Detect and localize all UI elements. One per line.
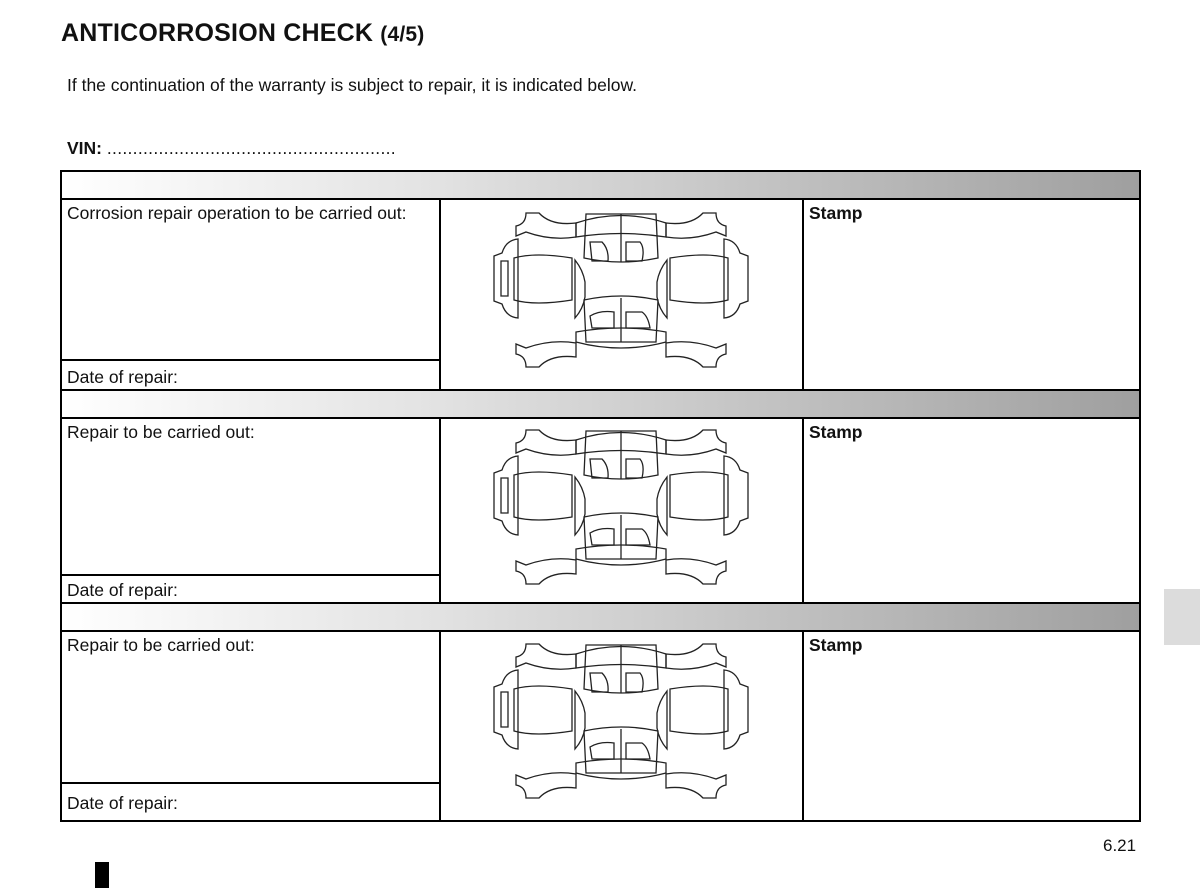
page-title-text: ANTICORROSION CHECK xyxy=(61,19,374,47)
date-row-divider xyxy=(62,782,440,784)
date-of-repair-label: Date of repair: xyxy=(67,580,178,600)
intro-text: If the continuation of the warranty is subject to repair, it is indicated below. xyxy=(67,75,638,95)
section-header-band-2 xyxy=(62,389,1139,419)
chapter-tab-marker xyxy=(1164,589,1200,645)
section-header-band-3 xyxy=(62,602,1139,632)
stamp-label: Stamp xyxy=(809,203,863,223)
page-number: 6.21 xyxy=(1103,836,1137,855)
stamp-label: Stamp xyxy=(809,422,863,442)
repair-form-table xyxy=(60,170,1141,822)
car-body-diagram-icon xyxy=(490,429,752,592)
date-row-divider xyxy=(62,574,440,576)
column-divider xyxy=(802,198,804,391)
page-title xyxy=(61,19,424,48)
repair-operation-label: Repair to be carried out: xyxy=(67,422,255,442)
column-divider xyxy=(802,630,804,820)
date-row-divider xyxy=(62,359,440,361)
car-body-diagram-icon xyxy=(490,643,752,806)
repair-operation-label: Repair to be carried out: xyxy=(67,635,255,655)
column-divider xyxy=(439,630,441,820)
column-divider xyxy=(439,198,441,391)
vin-label: VIN: xyxy=(67,138,102,158)
column-divider xyxy=(802,417,804,604)
section-header-band-1 xyxy=(62,172,1139,200)
car-body-diagram-icon xyxy=(490,212,752,375)
print-registration-mark xyxy=(95,862,109,888)
stamp-label: Stamp xyxy=(809,635,863,655)
vin-field xyxy=(67,138,396,159)
page-title-suffix: (4/5) xyxy=(380,23,425,46)
date-of-repair-label: Date of repair: xyxy=(67,793,178,813)
date-of-repair-label: Date of repair: xyxy=(67,367,178,387)
vin-placeholder: ........................................................ xyxy=(106,138,396,158)
repair-operation-label: Corrosion repair operation to be carried out: xyxy=(67,203,407,223)
